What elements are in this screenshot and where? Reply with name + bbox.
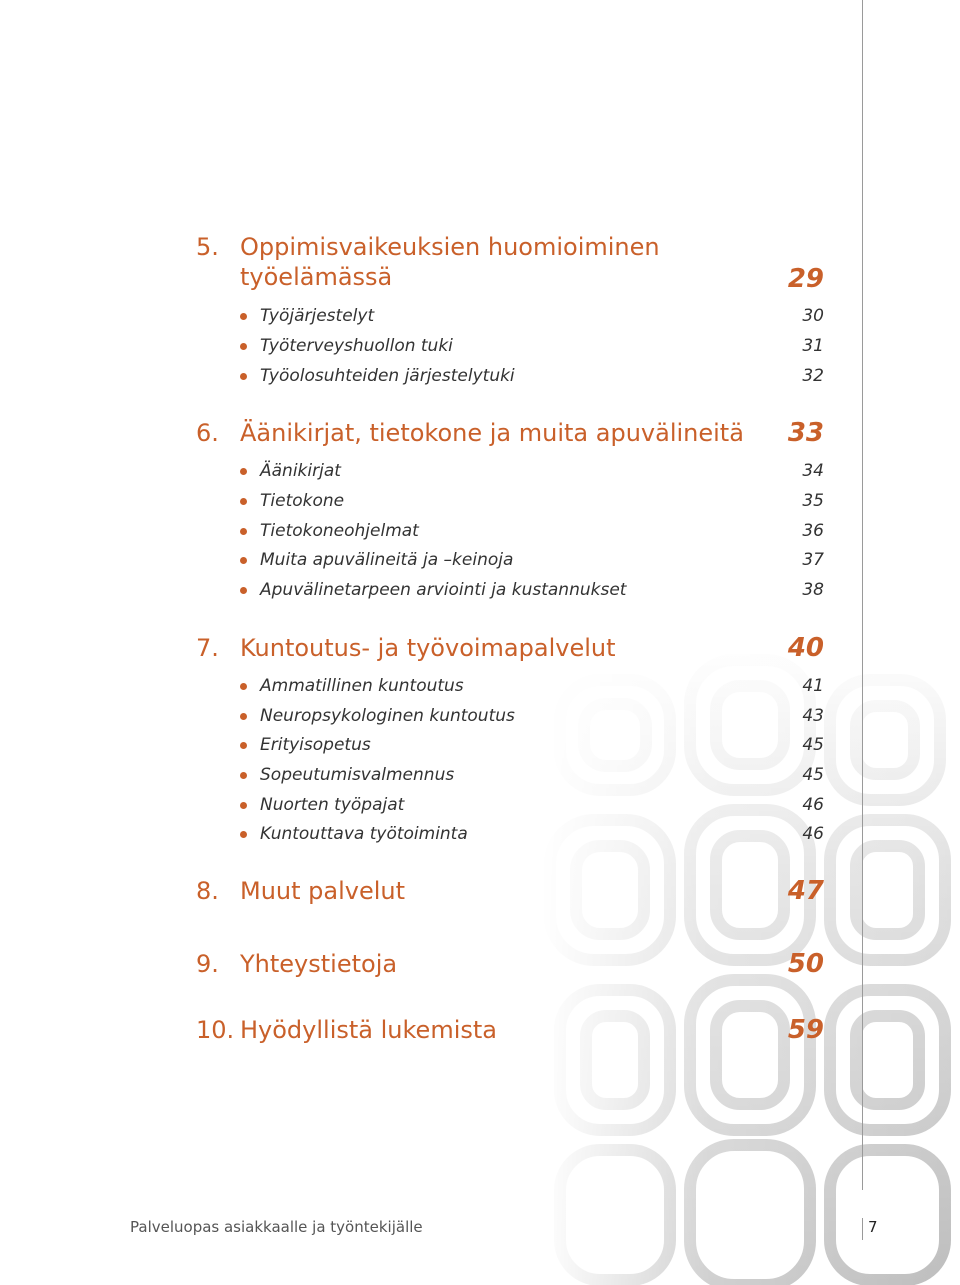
chapter-title: Hyödyllistä lukemista <box>240 1016 497 1044</box>
bullet-icon <box>240 498 247 505</box>
bullet-icon <box>240 802 247 809</box>
item-label: Erityisopetus <box>260 735 371 755</box>
item-page: 46 <box>802 795 824 815</box>
list-item[interactable] <box>240 363 824 389</box>
item-page: 35 <box>802 491 824 511</box>
item-page: 31 <box>802 336 824 356</box>
item-label: Äänikirjat <box>260 461 341 481</box>
list-item[interactable] <box>240 303 824 329</box>
item-label: Ammatillinen kuntoutus <box>260 676 464 696</box>
chapter-title-line2: työelämässä <box>240 263 393 291</box>
chapter-page: 29 <box>787 264 824 294</box>
bullet-icon <box>240 742 247 749</box>
item-page: 30 <box>802 306 824 326</box>
item-label: Muita apuvälineitä ja –keinoja <box>260 550 514 570</box>
chapter-9[interactable] <box>196 949 824 981</box>
chapter-page: 50 <box>787 949 824 979</box>
item-page: 38 <box>802 580 824 600</box>
chapter-8[interactable] <box>196 876 824 908</box>
item-page: 46 <box>802 824 824 844</box>
footer-title: Palveluopas asiakkaalle ja työntekijälle <box>130 1218 423 1236</box>
list-item[interactable] <box>240 673 824 699</box>
chapter-page: 59 <box>787 1015 824 1045</box>
item-label: Tietokone <box>260 491 345 511</box>
chapter-number: 7. <box>196 634 219 662</box>
list-item[interactable] <box>240 333 824 359</box>
item-label: Neuropsykologinen kuntoutus <box>260 706 515 726</box>
bullet-icon <box>240 528 247 535</box>
chapter-page: 40 <box>787 633 824 663</box>
bullet-icon <box>240 683 247 690</box>
bullet-icon <box>240 373 247 380</box>
chapter-title: Yhteystietoja <box>240 950 398 978</box>
chapter-number: 9. <box>196 950 219 978</box>
list-item[interactable] <box>240 732 824 758</box>
chapter-title: Äänikirjat, tietokone ja muita apuvälineitä <box>240 419 744 447</box>
list-item[interactable] <box>240 821 824 847</box>
bullet-icon <box>240 831 247 838</box>
item-label: Työolosuhteiden järjestelytuki <box>260 366 515 386</box>
list-item[interactable] <box>240 458 824 484</box>
bullet-icon <box>240 557 247 564</box>
chapter-page: 47 <box>787 876 824 906</box>
footer-divider <box>862 1218 863 1240</box>
item-page: 41 <box>802 676 824 696</box>
item-label: Apuvälinetarpeen arviointi ja kustannukset <box>260 580 627 600</box>
chapter-number: 5. <box>196 233 219 261</box>
bullet-icon <box>240 313 247 320</box>
chapter-7[interactable] <box>196 633 824 665</box>
chapter-6[interactable] <box>196 418 824 450</box>
list-item[interactable] <box>240 577 824 603</box>
item-page: 45 <box>802 765 824 785</box>
chapter-10[interactable] <box>196 1015 824 1047</box>
bullet-icon <box>240 343 247 350</box>
page-number: 7 <box>868 1218 878 1236</box>
chapter-page: 33 <box>787 418 824 448</box>
list-item[interactable] <box>240 792 824 818</box>
item-label: Nuorten työpajat <box>260 795 405 815</box>
item-page: 36 <box>802 521 824 541</box>
bullet-icon <box>240 772 247 779</box>
list-item[interactable] <box>240 762 824 788</box>
item-page: 32 <box>802 366 824 386</box>
chapter-title: Muut palvelut <box>240 877 406 905</box>
item-label: Työterveyshuollon tuki <box>260 336 453 356</box>
bullet-icon <box>240 468 247 475</box>
vertical-divider <box>862 0 863 1190</box>
item-page: 34 <box>802 461 824 481</box>
item-label: Tietokoneohjelmat <box>260 521 419 541</box>
item-label: Kuntouttava työtoiminta <box>260 824 468 844</box>
list-item[interactable] <box>240 518 824 544</box>
bullet-icon <box>240 587 247 594</box>
chapter-title-line1: Oppimisvaikeuksien huomioiminen <box>240 233 660 261</box>
list-item[interactable] <box>240 488 824 514</box>
chapter-5[interactable] <box>196 232 824 294</box>
chapter-title <box>240 232 760 292</box>
list-item[interactable] <box>240 703 824 729</box>
chapter-number: 10. <box>196 1016 235 1044</box>
chapter-title: Kuntoutus- ja työvoimapalvelut <box>240 634 616 662</box>
chapter-number: 6. <box>196 419 219 447</box>
item-page: 45 <box>802 735 824 755</box>
item-page: 37 <box>802 550 824 570</box>
list-item[interactable] <box>240 547 824 573</box>
item-label: Sopeutumisvalmennus <box>260 765 455 785</box>
item-label: Työjärjestelyt <box>260 306 375 326</box>
chapter-number: 8. <box>196 877 219 905</box>
item-page: 43 <box>802 706 824 726</box>
bullet-icon <box>240 713 247 720</box>
